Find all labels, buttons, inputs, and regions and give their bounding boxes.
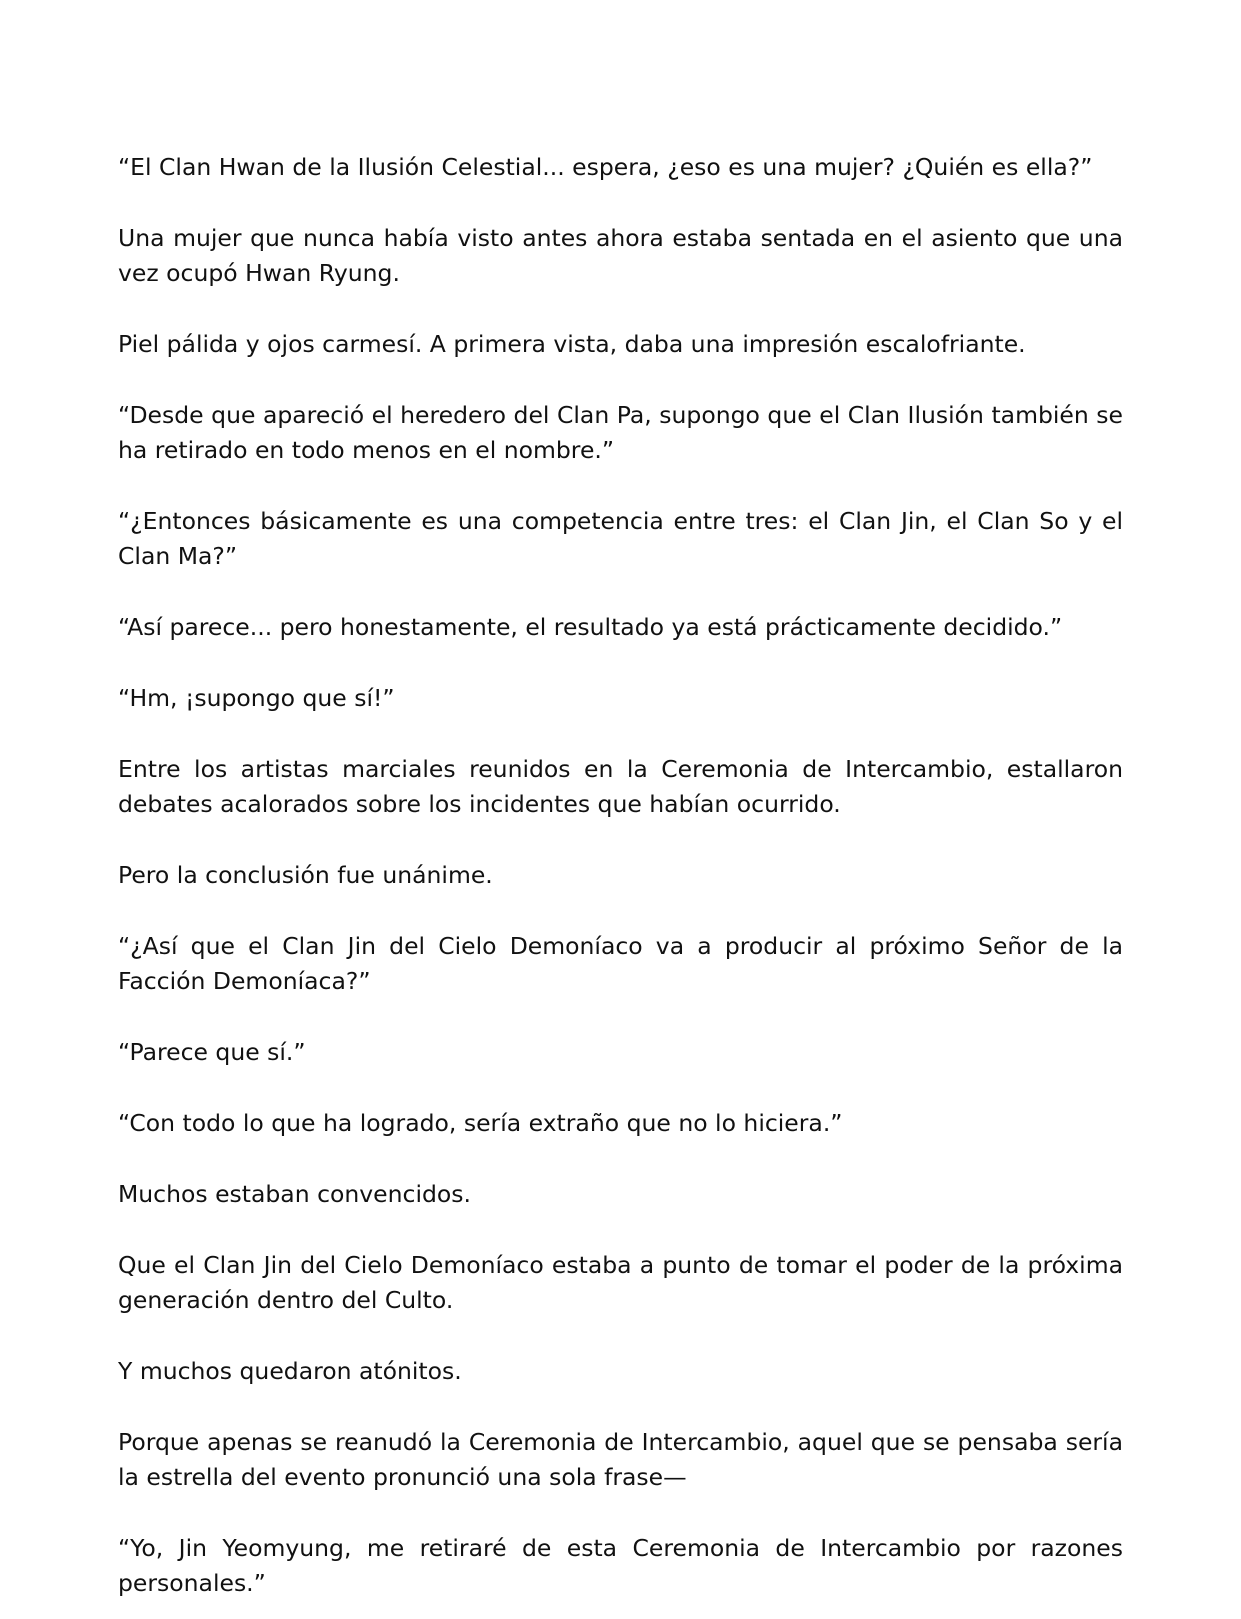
paragraph: “Yo, Jin Yeomyung, me retiraré de esta Ceremonia de Intercambio por razones personales.” (118, 1534, 1123, 1597)
paragraph: Pero la conclusión fue unánime. (118, 861, 493, 889)
paragraph: Y muchos quedaron atónitos. (118, 1357, 462, 1385)
paragraph: Porque apenas se reanudó la Ceremonia de Intercambio, aquel que se pensaba sería la estrella del evento pronunció una sola frase— (118, 1428, 1123, 1491)
paragraph: Muchos estaban convencidos. (118, 1180, 471, 1208)
paragraph: “¿Entonces básicamente es una competencia entre tres: el Clan Jin, el Clan So y el Clan Ma?” (118, 507, 1123, 570)
paragraph: “Desde que apareció el heredero del Clan Pa, supongo que el Clan Ilusión también se ha retirado en todo menos en el nombre.” (118, 401, 1123, 464)
paragraph: Piel pálida y ojos carmesí. A primera vista, daba una impresión escalofriante. (118, 330, 1026, 358)
paragraph: “Así parece... pero honestamente, el resultado ya está prácticamente decidido.” (118, 613, 1063, 641)
paragraph: “Con todo lo que ha logrado, sería extraño que no lo hiciera.” (118, 1109, 843, 1137)
paragraph: “Parece que sí.” (118, 1038, 306, 1066)
paragraph: Entre los artistas marciales reunidos en la Ceremonia de Intercambio, estallaron debates acalorados sobre los incidentes que habían ocurrido. (118, 755, 1123, 818)
document-body (118, 150, 1123, 1601)
paragraph: “El Clan Hwan de la Ilusión Celestial... espera, ¿eso es una mujer? ¿Quién es ella?” (118, 153, 1093, 181)
paragraph: “Hm, ¡supongo que sí!” (118, 684, 395, 712)
paragraph: “¿Así que el Clan Jin del Cielo Demoníaco va a producir al próximo Señor de la Facción Demoníaca?” (118, 932, 1123, 995)
paragraph: Que el Clan Jin del Cielo Demoníaco estaba a punto de tomar el poder de la próxima generación dentro del Culto. (118, 1251, 1123, 1314)
paragraph: Una mujer que nunca había visto antes ahora estaba sentada en el asiento que una vez ocupó Hwan Ryung. (118, 224, 1123, 287)
